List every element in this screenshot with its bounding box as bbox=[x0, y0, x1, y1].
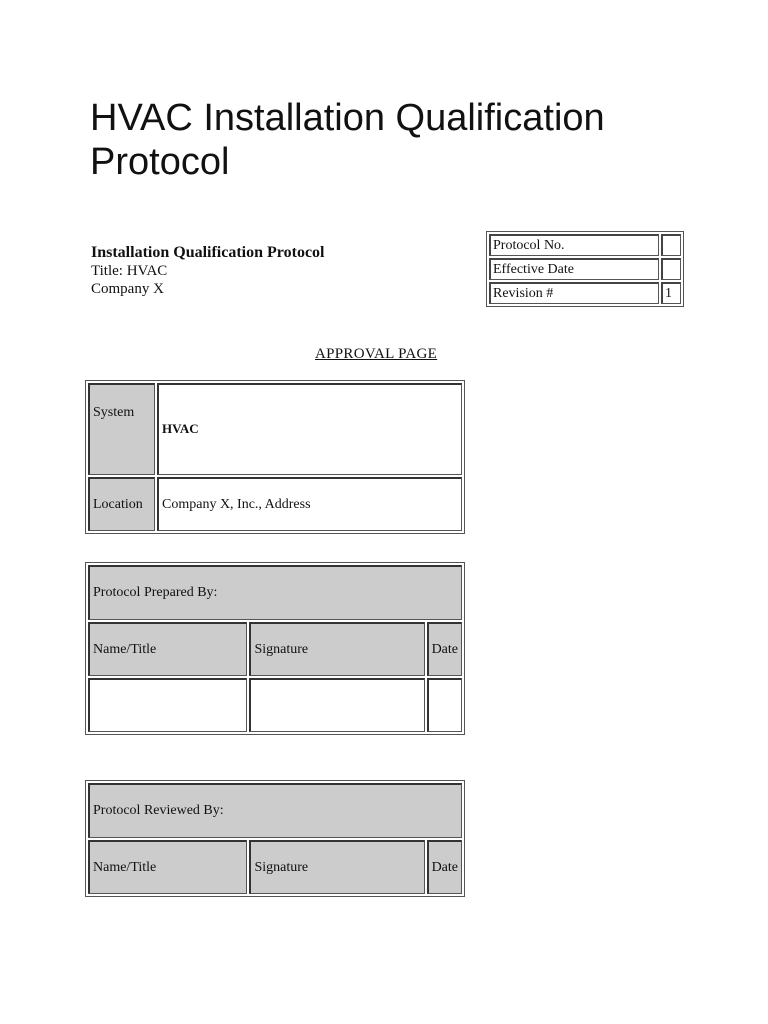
column-date: Date bbox=[427, 840, 462, 894]
system-value bbox=[157, 383, 462, 475]
column-name-title: Name/Title bbox=[88, 840, 247, 894]
prepared-heading: Protocol Prepared By: bbox=[88, 565, 462, 620]
info-value bbox=[661, 258, 681, 280]
info-row-protocol-no bbox=[489, 234, 681, 256]
prepared-heading-row bbox=[88, 565, 462, 620]
info-row-effective-date bbox=[489, 258, 681, 280]
info-row-revision bbox=[489, 282, 681, 304]
location-label: Location bbox=[88, 477, 155, 531]
reviewed-by-table bbox=[85, 780, 465, 897]
info-label: Revision # bbox=[489, 282, 659, 304]
info-label: Effective Date bbox=[489, 258, 659, 280]
prepared-columns-row bbox=[88, 622, 462, 676]
protocol-info-table bbox=[486, 231, 684, 307]
company-name: Company X bbox=[91, 281, 164, 297]
header-block bbox=[91, 244, 324, 298]
document-title: HVAC Installation Qualification Protocol bbox=[90, 97, 605, 183]
prepared-signature-cell[interactable] bbox=[249, 678, 424, 732]
prepared-name-cell[interactable] bbox=[88, 678, 247, 732]
column-name-title: Name/Title bbox=[88, 622, 247, 676]
protocol-title-line: Title: HVAC bbox=[91, 263, 168, 279]
prepared-date-cell[interactable] bbox=[427, 678, 462, 732]
column-date: Date bbox=[427, 622, 462, 676]
info-label: Protocol No. bbox=[489, 234, 659, 256]
info-value: 1 bbox=[661, 282, 681, 304]
system-value-text: HVAC bbox=[162, 421, 199, 436]
prepared-entry-row bbox=[88, 678, 462, 732]
reviewed-heading-row bbox=[88, 783, 462, 838]
system-label: System bbox=[88, 383, 155, 475]
reviewed-heading: Protocol Reviewed By: bbox=[88, 783, 462, 838]
approval-page-heading: APPROVAL PAGE bbox=[315, 346, 438, 362]
prepared-by-table bbox=[85, 562, 465, 735]
info-value bbox=[661, 234, 681, 256]
location-row bbox=[88, 477, 462, 531]
reviewed-columns-row bbox=[88, 840, 462, 894]
protocol-heading: Installation Qualification Protocol bbox=[91, 244, 325, 261]
location-value: Company X, Inc., Address bbox=[157, 477, 462, 531]
system-table bbox=[85, 380, 465, 534]
system-row bbox=[88, 383, 462, 475]
column-signature: Signature bbox=[249, 840, 424, 894]
column-signature: Signature bbox=[249, 622, 424, 676]
